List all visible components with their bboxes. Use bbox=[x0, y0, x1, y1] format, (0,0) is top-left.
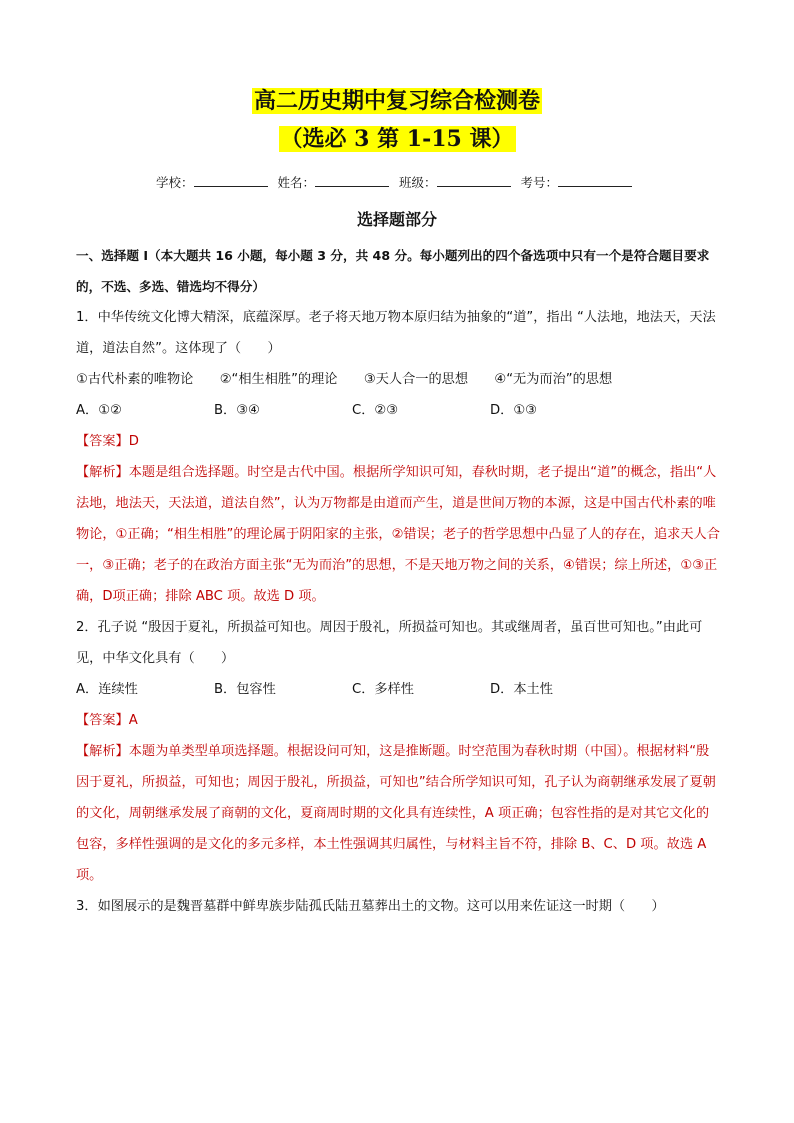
option-b: B．包容性 bbox=[214, 682, 276, 697]
answer-value: D bbox=[128, 434, 139, 449]
analysis-line bbox=[76, 736, 720, 891]
question-2 bbox=[76, 612, 720, 891]
exam-no-blank bbox=[558, 173, 632, 187]
school-blank bbox=[194, 173, 268, 187]
analysis-text: 本题是组合选择题。时空是古代中国。根据所学知识可知，春秋时期，老子提出“道”的概念，指出“人法地，地法天，天法道，道法自然”，认为万物都是由道而产生，道是世间万物的本源，这是中国古代朴素的唯物论，①正确；“相生相胜”的理论属于阴阳家的主张，②错误；老子的哲学思想中凸显了人的存在，追求天人合一，③正确；老子的在政治方面主张“无为而治”的思想，不是天地万物之间的关系，④错误；综上所述，①③正确，D项正确；排除 ABC 项。故选 D 项。 bbox=[76, 465, 720, 604]
analysis-tag: 【解析】 bbox=[76, 744, 129, 759]
answer-line bbox=[76, 705, 720, 736]
exam-body bbox=[76, 240, 720, 922]
question-3 bbox=[76, 891, 720, 922]
student-info-row bbox=[0, 173, 794, 192]
question-1 bbox=[76, 302, 720, 612]
answer-tag: 【答案】 bbox=[76, 713, 129, 728]
option-b: B．③④ bbox=[214, 403, 260, 418]
option-row bbox=[76, 395, 720, 426]
class-blank bbox=[437, 173, 511, 187]
analysis-text: 本题为单类型单项选择题。根据设问可知，这是推断题。时空范围为春秋时期（中国）。根据材料“殷因于夏礼，所损益，可知也；周因于殷礼，所损益，可知也”结合所学知识可知，孔子认为商朝继承发展了夏朝的文化，周朝继承发展了商朝的文化，夏商周时期的文化具有连续性，A 项正确；包容性指的是对其它文化的包容，多样性强调的是文化的多元多样，本土性强调其归属性，与材料主旨不符，排除 B、C、D 项。故选 A 项。 bbox=[76, 744, 716, 883]
question-stem: 1．中华传统文化博大精深，底蕴深厚。老子将天地万物本原归结为抽象的“道”，指出 “人法地，地法天，天法道，道法自然”。这体现了（ ） bbox=[76, 310, 716, 356]
school-label: 学校： bbox=[155, 175, 194, 190]
analysis-tag: 【解析】 bbox=[76, 465, 129, 480]
analysis-line bbox=[76, 457, 720, 612]
question-stem: 3．如图展示的是魏晋墓群中鲜卑族步陆孤氏陆丑墓葬出土的文物。这可以用来佐证这一时期（ ） bbox=[76, 899, 665, 914]
name-label: 姓名： bbox=[277, 175, 315, 190]
section-title: 选择题部分 bbox=[356, 210, 437, 229]
answer-tag: 【答案】 bbox=[76, 434, 129, 449]
option-a: A．①② bbox=[76, 403, 122, 418]
option-d: D．①③ bbox=[490, 403, 537, 418]
name-blank bbox=[315, 173, 389, 187]
answer-value: A bbox=[128, 713, 138, 728]
exam-subtitle-text: （选必 3 第 1-15 课） bbox=[280, 126, 514, 152]
answer-line bbox=[76, 426, 720, 457]
option-d: D．本土性 bbox=[490, 682, 553, 697]
exam-title-text: 高二历史期中复习综合检测卷 bbox=[253, 88, 540, 114]
question-stem: 2．孔子说 “殷因于夏礼，所损益可知也。周因于殷礼，所损益可知也。其或继周者，虽百世可知也。”由此可见，中华文化具有（ ） bbox=[76, 620, 703, 666]
instructions: 一、选择题 I（本大题共 16 小题，每小题 3 分，共 48 分。每小题列出的四个备选项中只有一个是符合题目要求的，不选、多选、错选均不得分） bbox=[76, 248, 710, 294]
option-a: A．连续性 bbox=[76, 682, 138, 697]
option-c: C．②③ bbox=[352, 403, 399, 418]
question-statements: ①古代朴素的唯物论 ②“相生相胜”的理论 ③天人合一的思想 ④“无为而治”的思想 bbox=[76, 372, 613, 387]
option-row bbox=[76, 674, 720, 705]
class-label: 班级： bbox=[398, 175, 437, 190]
option-c: C．多样性 bbox=[352, 682, 414, 697]
exam-title bbox=[0, 86, 794, 116]
exam-no-label: 考号： bbox=[520, 175, 558, 190]
exam-subtitle bbox=[0, 124, 794, 154]
